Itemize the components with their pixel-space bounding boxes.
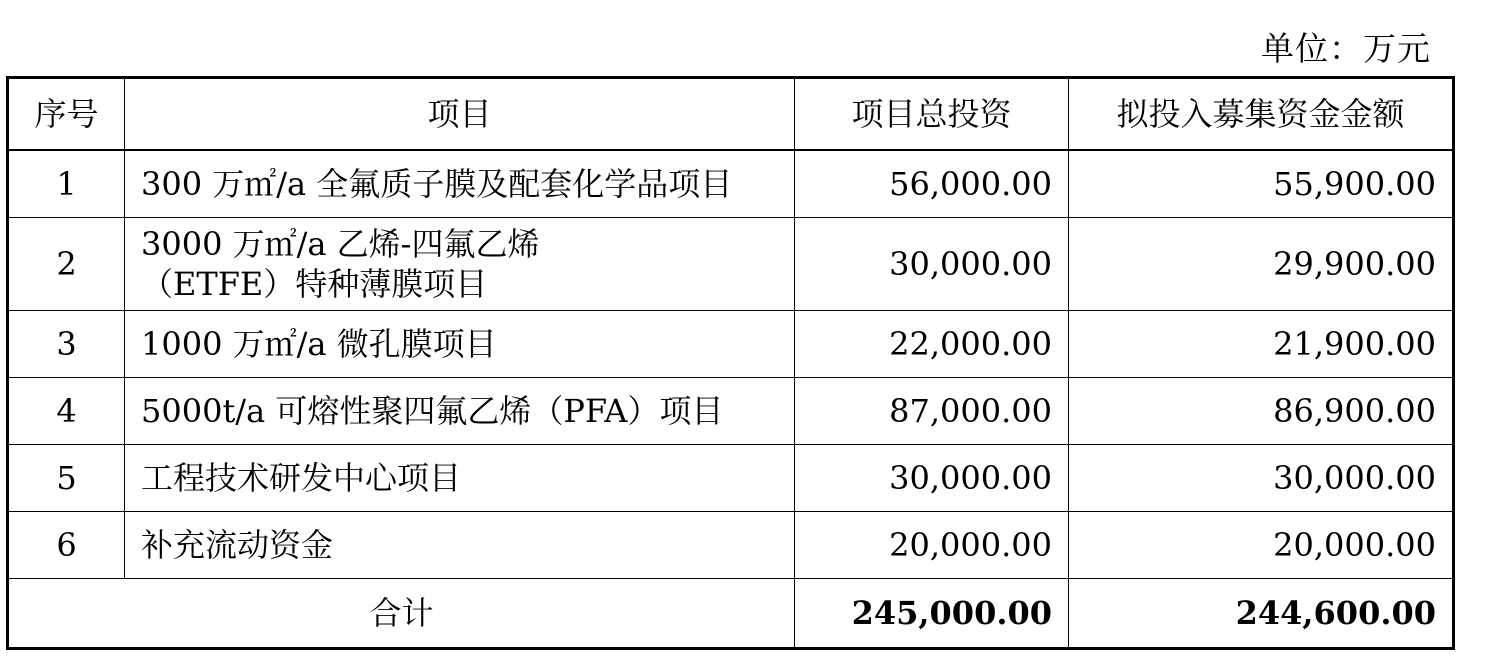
row-planned-raise: 20,000.00 <box>1069 512 1454 579</box>
total-label: 合计 <box>8 579 795 649</box>
row-planned-raise: 29,900.00 <box>1069 218 1454 311</box>
table-row <box>8 378 1454 445</box>
table-body <box>8 150 1454 649</box>
row-total-investment: 56,000.00 <box>795 150 1069 218</box>
project-name-line: 1000 万㎡/a 微孔膜项目 <box>141 325 497 363</box>
row-planned-raise: 55,900.00 <box>1069 150 1454 218</box>
project-name-line: 3000 万㎡/a 乙烯-四氟乙烯 <box>141 225 540 263</box>
project-name-line: 工程技术研发中心项目 <box>141 459 462 497</box>
project-name-line: 5000t/a 可熔性聚四氟乙烯（PFA）项目 <box>141 392 724 430</box>
row-planned-raise: 30,000.00 <box>1069 445 1454 512</box>
header-no: 序号 <box>8 78 125 151</box>
row-total-investment: 22,000.00 <box>795 311 1069 378</box>
row-project-name <box>125 445 795 512</box>
row-no: 2 <box>8 218 125 311</box>
row-no: 1 <box>8 150 125 218</box>
fundraising-projects-table <box>6 76 1455 650</box>
table-row <box>8 445 1454 512</box>
row-total-investment: 30,000.00 <box>795 218 1069 311</box>
row-no: 6 <box>8 512 125 579</box>
total-investment-sum: 245,000.00 <box>795 579 1069 649</box>
row-total-investment: 20,000.00 <box>795 512 1069 579</box>
row-project-name <box>125 218 795 311</box>
unit-label: 单位：万元 <box>1261 29 1431 68</box>
table-row <box>8 311 1454 378</box>
planned-raise-sum: 244,600.00 <box>1069 579 1454 649</box>
row-total-investment: 87,000.00 <box>795 378 1069 445</box>
table-row <box>8 512 1454 579</box>
row-planned-raise: 86,900.00 <box>1069 378 1454 445</box>
row-no: 3 <box>8 311 125 378</box>
row-no: 5 <box>8 445 125 512</box>
row-project-name <box>125 311 795 378</box>
header-project: 项目 <box>125 78 795 151</box>
row-project-name <box>125 150 795 218</box>
total-row <box>8 579 1454 649</box>
header-planned-raise: 拟投入募集资金金额 <box>1069 78 1454 151</box>
row-project-name <box>125 512 795 579</box>
header-row <box>8 78 1454 151</box>
table-row <box>8 218 1454 311</box>
table-row <box>8 150 1454 218</box>
row-project-name <box>125 378 795 445</box>
row-no: 4 <box>8 378 125 445</box>
project-name-line: 补充流动资金 <box>141 526 334 564</box>
table-header <box>8 78 1454 151</box>
row-total-investment: 30,000.00 <box>795 445 1069 512</box>
row-planned-raise: 21,900.00 <box>1069 311 1454 378</box>
project-name-line: 300 万㎡/a 全氟质子膜及配套化学品项目 <box>141 165 733 203</box>
project-name-line: （ETFE）特种薄膜项目 <box>141 265 488 303</box>
header-total-investment: 项目总投资 <box>795 78 1069 151</box>
